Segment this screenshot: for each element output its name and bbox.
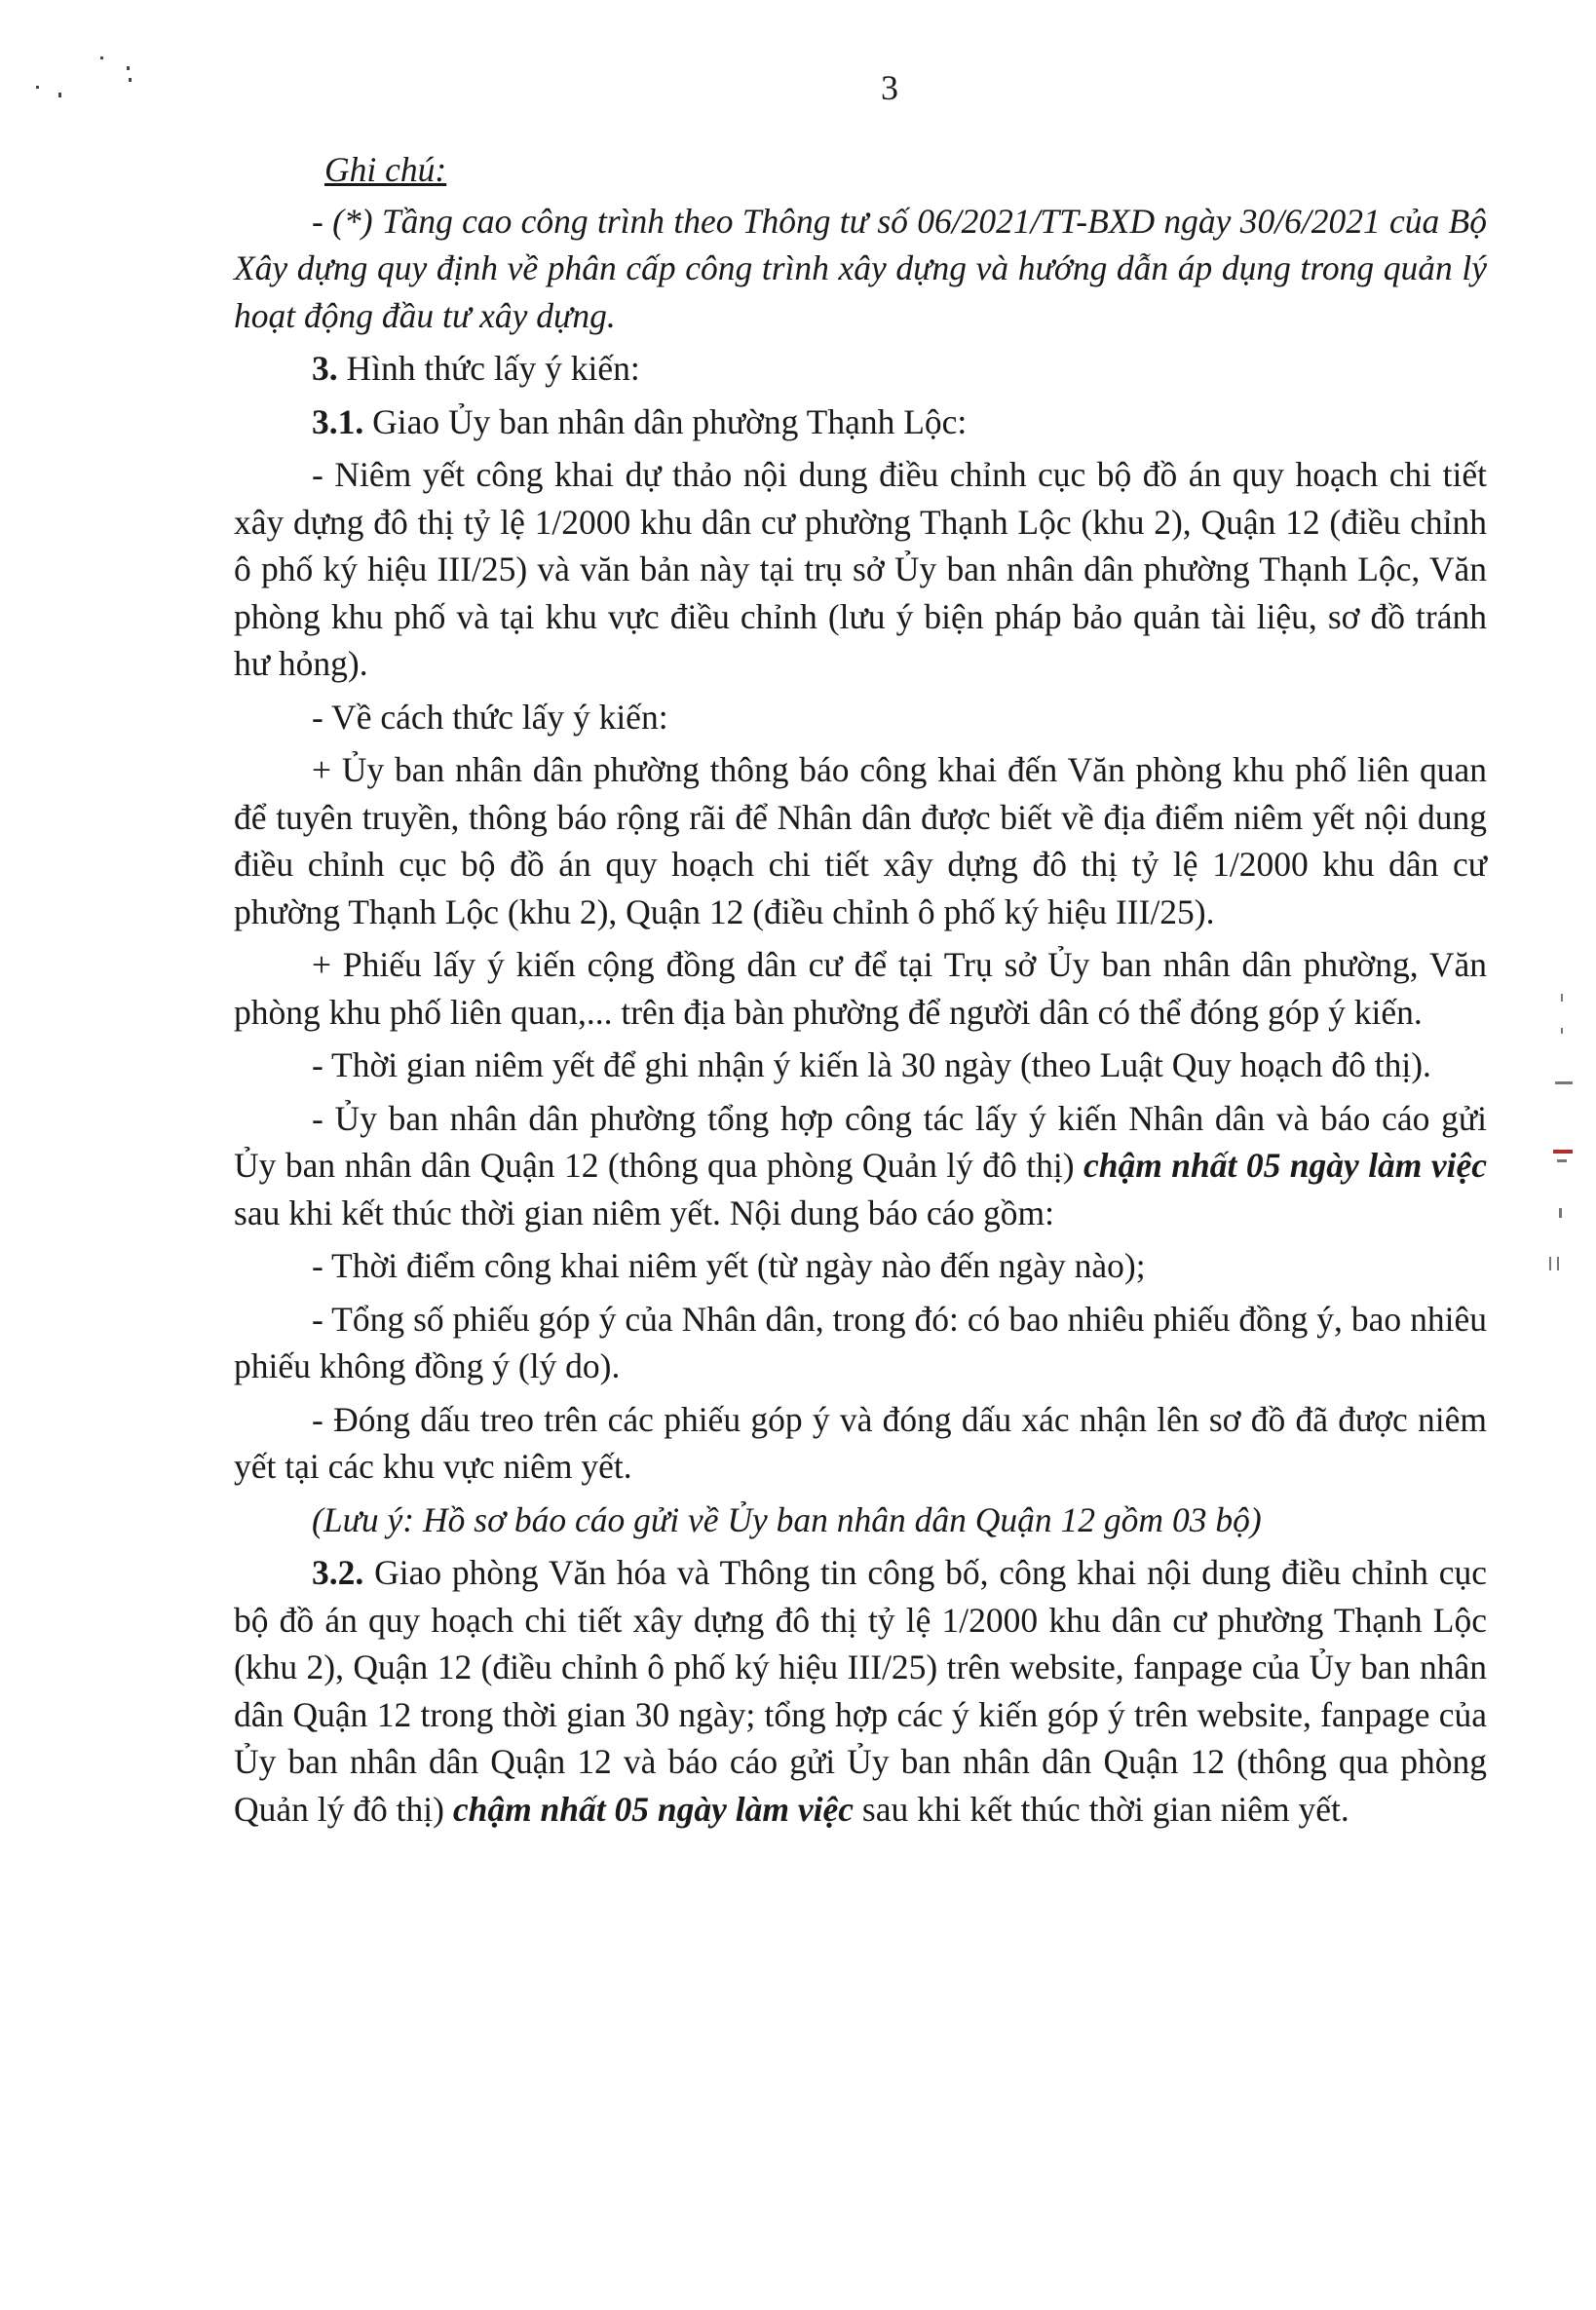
note-title: Ghi chú:: [324, 150, 447, 189]
paragraph-thoi-diem: - Thời điểm công khai niêm yết (từ ngày nào đến ngày nào);: [312, 1246, 1146, 1285]
section-3-2-text-start: Giao phòng Văn hóa và Thông tin công bố, công khai nội dung điều chỉnh cục bộ đồ án quy hoạch chi tiết xây dựng đô thị tỷ lệ 1/2000 khu dân cư phường Thạnh Lộc (khu 2), Quận 12 (điều chỉnh ô phố ký hiệu III/25) trên website, fanpage của Ủy ban nhân dân Quận 12 trong thời gian 30 ngày; tổng hợp các ý kiến góp ý trên website, fanpage của Ủy ban nhân dân Quận 12 và báo cáo gửi Ủy ban nhân dân Quận 12 (thông qua phòng Quản lý đô thị): [234, 1553, 1488, 1829]
paragraph-niem-yet: - Niêm yết công khai dự thảo nội dung điều chỉnh cục bộ đồ án quy hoạch chi tiết xây dựng đô thị tỷ lệ 1/2000 khu dân cư phường Thạnh Lộc (khu 2), Quận 12 (điều chỉnh ô phố ký hiệu III/25) và văn bản này tại trụ sở Ủy ban nhân dân phường Thạnh Lộc, Văn phòng khu phố và tại khu vực điều chỉnh (lưu ý biện pháp bảo quản tài liệu, sơ đồ tránh hư hỏng).: [234, 455, 1487, 683]
section-3-2-deadline: chậm nhất 05 ngày làm việc: [452, 1789, 855, 1829]
section-3-2-number: 3.2.: [312, 1553, 364, 1592]
section-3-1-title: Giao Ủy ban nhân dân phường Thạnh Lộc:: [372, 401, 968, 441]
section-3-2-text-end: sau khi kết thúc thời gian niêm yết.: [861, 1789, 1349, 1829]
note-text: - (*) Tầng cao công trình theo Thông tư số 06/2021/TT-BXD ngày 30/6/2021 của Bộ Xây dựng quy định về phân cấp công trình xây dựng và hướng dẫn áp dụng trong quản lý hoạt động đầu tư xây dựng.: [234, 201, 1487, 335]
document-page: [234, 68, 1487, 1838]
paragraph-tong-hop: [234, 1095, 1487, 1237]
paragraph-luu-y: (Lưu ý: Hồ sơ báo cáo gửi về Ủy ban nhân dân Quận 12 gồm 03 bộ): [312, 1499, 1262, 1539]
scan-speck: [129, 78, 132, 82]
paragraph-dong-dau: - Đóng dấu treo trên các phiếu góp ý và đóng dấu xác nhận lên sơ đồ đã được niêm yết tại các khu vực niêm yết.: [234, 1399, 1487, 1486]
section-3-2-paragraph: [234, 1549, 1487, 1833]
paragraph-cach-thuc: - Về cách thức lấy ý kiến:: [312, 697, 668, 737]
section-3-1-number: 3.1.: [312, 401, 364, 441]
scan-speck: [36, 86, 39, 89]
tong-hop-text-start: - Ủy ban nhân dân phường tổng hợp công tác lấy ý kiến Nhân dân và báo cáo gửi Ủy ban nhân dân Quận 12 (thông qua phòng Quản lý đô thị): [234, 1098, 1487, 1185]
tong-hop-deadline: chậm nhất 05 ngày làm việc: [1083, 1146, 1487, 1185]
section-3-heading: [234, 345, 1487, 393]
scan-speck: [100, 57, 103, 59]
section-3-number: 3.: [312, 349, 338, 388]
paragraph-thoi-gian: - Thời gian niêm yết để ghi nhận ý kiến là 30 ngày (theo Luật Quy hoạch đô thị).: [312, 1045, 1431, 1084]
scan-edge-marks: [1539, 974, 1578, 1286]
tong-hop-text-end: sau khi kết thúc thời gian niêm yết. Nội dung báo cáo gồm:: [234, 1193, 1055, 1232]
scan-speck: [58, 93, 61, 97]
page-number: 3: [881, 68, 898, 107]
section-3-title: Hình thức lấy ý kiến:: [346, 349, 640, 388]
paragraph-phieu-lay-y-kien: + Phiếu lấy ý kiến cộng đồng dân cư để tại Trụ sở Ủy ban nhân dân phường, Văn phòng khu phố liên quan,... trên địa bàn phường để người dân có thể đóng góp ý kiến.: [234, 945, 1487, 1032]
section-3-1-heading: [234, 398, 1487, 446]
paragraph-thong-bao: + Ủy ban nhân dân phường thông báo công khai đến Văn phòng khu phố liên quan để tuyên truyền, thông báo rộng rãi để Nhân dân được biết về địa điểm niêm yết nội dung điều chỉnh cục bộ đồ án quy hoạch chi tiết xây dựng đô thị tỷ lệ 1/2000 khu dân cư phường Thạnh Lộc (khu 2), Quận 12 (điều chỉnh ô phố ký hiệu III/25).: [234, 750, 1487, 931]
scan-speck: [127, 66, 130, 70]
paragraph-tong-so-phieu: - Tổng số phiếu góp ý của Nhân dân, trong đó: có bao nhiêu phiếu đồng ý, bao nhiêu phiếu không đồng ý (lý do).: [234, 1299, 1487, 1385]
